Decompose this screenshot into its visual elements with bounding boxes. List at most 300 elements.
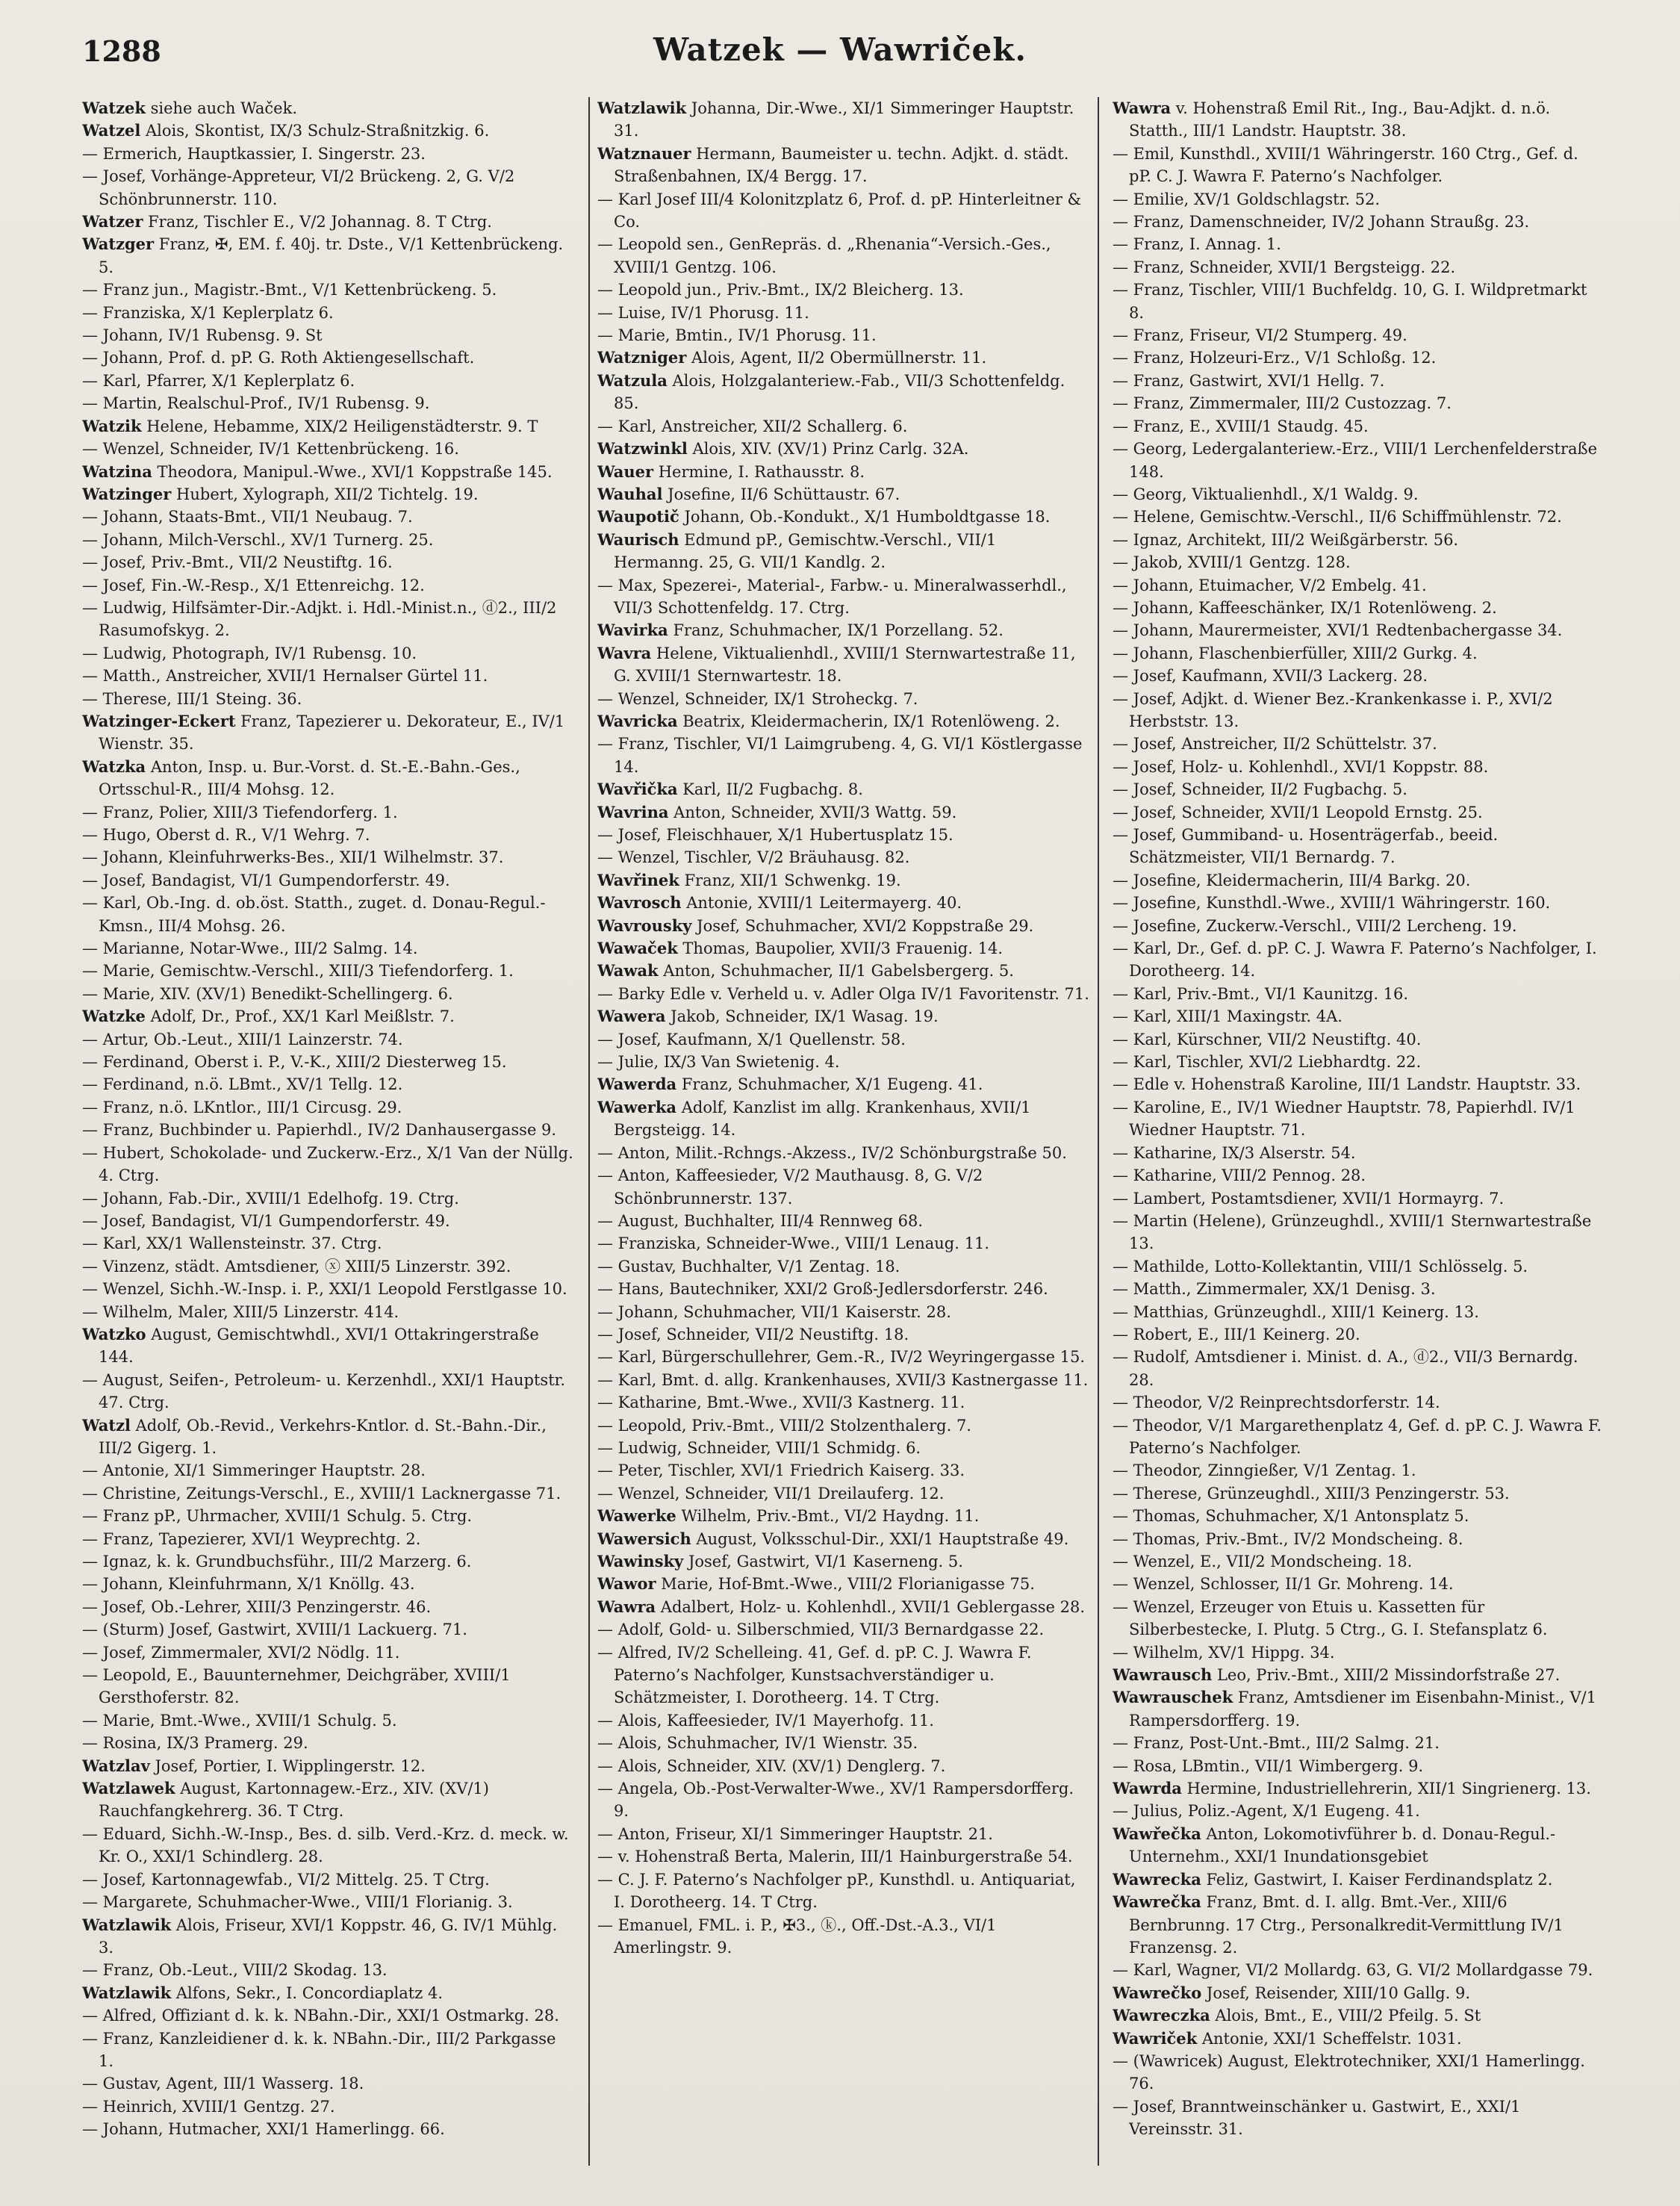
directory-entry <box>82 392 575 414</box>
entry-details: — Josef, Bandagist, VI/1 Gumpendorferstr. 49. <box>82 871 450 889</box>
entry-details: — Anton, Kaffeesieder, V/2 Mauthausg. 8, G. V/2 Schönbrunnerstr. 137. <box>597 1166 983 1208</box>
directory-entry <box>1113 619 1605 641</box>
entry-surname: Wawreczka <box>1113 2006 1210 2025</box>
directory-entry <box>597 1096 1090 1142</box>
entry-details: — Karl, XX/1 Wallensteinstr. 37. Ctrg. <box>82 1234 382 1253</box>
entry-surname: Wawor <box>597 1574 656 1594</box>
entry-details: — Thomas, Priv.-Bmt., IV/2 Mondscheing. 8. <box>1113 1529 1463 1548</box>
entry-details: — Marie, Bmtin., IV/1 Phorusg. 11. <box>597 326 877 345</box>
entry-details: — Gustav, Buchhalter, V/1 Zentag. 18. <box>597 1257 900 1276</box>
entry-details: — Marie, Bmt.-Wwe., XVIII/1 Schulg. 5. <box>82 1711 397 1730</box>
entry-surname: Wavřička <box>597 780 678 799</box>
entry-surname: Wavricka <box>597 711 678 730</box>
directory-entry <box>597 1301 1090 1323</box>
entry-details: — Wenzel, Tischler, V/2 Bräuhausg. 82. <box>597 848 910 867</box>
directory-entry <box>82 960 575 982</box>
directory-entry <box>597 915 1090 937</box>
entry-surname: Wawrda <box>1113 1779 1182 1798</box>
directory-entry <box>597 1323 1090 1346</box>
directory-entry <box>597 1618 1090 1641</box>
entry-details: Josef, Reisender, XIII/10 Gallg. 9. <box>1201 1983 1471 2002</box>
directory-entry <box>82 824 575 846</box>
directory-entry <box>82 597 575 642</box>
directory-entry <box>1113 1641 1605 1664</box>
column-1 <box>82 97 575 2166</box>
entry-details: — Josef, Priv.-Bmt., VII/2 Neustiftg. 16. <box>82 553 393 572</box>
entry-details: — Josef, Anstreicher, II/2 Schüttelstr. 37. <box>1113 735 1437 754</box>
directory-entry <box>82 1369 575 1414</box>
entry-details: — Franz, Tischler, VI/1 Laimgrubeng. 4, G. VI/1 Köstlergasse 14. <box>597 735 1083 776</box>
directory-entry <box>1113 188 1605 211</box>
entry-details: — Karl, Pfarrer, X/1 Keplerplatz 6. <box>82 371 355 390</box>
entry-details: — Julie, IX/3 Van Swietenig. 4. <box>597 1053 840 1072</box>
directory-columns <box>82 97 1605 2166</box>
directory-entry <box>597 1550 1090 1573</box>
column-3 <box>1113 97 1605 2166</box>
directory-entry <box>82 529 575 551</box>
entry-details: — Johann, Maurermeister, XVI/1 Redtenbachergasse 34. <box>1113 621 1563 640</box>
entry-details: — Ignaz, Architekt, III/2 Weißgärberstr. 56. <box>1113 530 1459 549</box>
entry-details: Jakob, Schneider, IX/1 Wasag. 19. <box>665 1007 939 1026</box>
directory-entry <box>1113 279 1605 324</box>
entry-surname: Watzlawik <box>597 99 687 117</box>
directory-entry <box>1113 892 1605 914</box>
directory-entry <box>82 1732 575 1754</box>
entry-details: — Johann, Kleinfuhrwerks-Bes., XII/1 Wilhelmstr. 37. <box>82 848 504 867</box>
entry-details: — Franz, Polier, XIII/3 Tiefendorferg. 1. <box>82 803 398 821</box>
directory-entry <box>1113 824 1605 869</box>
entry-surname: Watzlawik <box>82 1983 172 2002</box>
entry-surname: Wawerda <box>597 1075 677 1094</box>
entry-details: Leo, Priv.-Bmt., XIII/2 Missindorfstraße 27. <box>1212 1666 1561 1685</box>
entry-details: — Ferdinand, n.ö. LBmt., XV/1 Tellg. 12. <box>82 1075 403 1094</box>
directory-entry <box>82 461 575 483</box>
entry-details: Hermann, Baumeister u. techn. Adjkt. d. städt. Straßenbahnen, IX/4 Bergg. 17. <box>614 144 1069 186</box>
entry-details: — Martin, Realschul-Prof., IV/1 Rubensg. 9. <box>82 394 430 413</box>
directory-entry <box>1113 1823 1605 1868</box>
entry-surname: Wawak <box>597 961 659 981</box>
directory-entry <box>82 1664 575 1709</box>
entry-details: Alois, Holzgalanteriew.-Fab., VII/3 Schottenfeldg. 85. <box>614 371 1065 413</box>
entry-details: — Johann, Hutmacher, XXI/1 Hamerlingg. 66. <box>82 2120 445 2139</box>
directory-entry <box>1113 1482 1605 1505</box>
entry-details: — Theodor, V/2 Reinprechtsdorferstr. 14. <box>1113 1393 1440 1412</box>
directory-entry <box>82 483 575 506</box>
entry-details: — Josef, Vorhänge-Appreteur, VI/2 Brückeng. 2, G. V/2 Schönbrunnerstr. 110. <box>82 167 515 208</box>
entry-details: — August, Buchhalter, III/4 Rennweg 68. <box>597 1211 924 1230</box>
entry-details: — Franz, Damenschneider, IV/2 Johann Straußg. 23. <box>1113 213 1530 232</box>
directory-entry <box>82 1051 575 1073</box>
entry-details: — Matthias, Grünzeughdl., XIII/1 Keinerg. 13. <box>1113 1302 1479 1321</box>
entry-surname: Wawrausch <box>1113 1665 1213 1685</box>
entry-details: — Karl Josef III/4 Kolonitzplatz 6, Prof. d. pP. Hinterleitner & Co. <box>597 190 1082 232</box>
entry-surname: Wavrosch <box>597 893 682 913</box>
directory-entry <box>82 1777 575 1823</box>
entry-details: Franz, Amtsdiener im Eisenbahn-Minist., V/1 Rampersdorfferg. 19. <box>1129 1688 1596 1730</box>
directory-entry <box>1113 1210 1605 1255</box>
entry-details: — Marie, Gemischtw.-Verschl., XIII/3 Tiefendorferg. 1. <box>82 962 514 981</box>
entry-details: — Franziska, Schneider-Wwe., VIII/1 Lenaug. 11. <box>597 1234 989 1253</box>
entry-details: Johanna, Dir.-Wwe., XI/1 Simmeringer Hauptstr. 31. <box>614 99 1074 140</box>
entry-details: — Franz, n.ö. LKntlor., III/1 Circusg. 29. <box>82 1098 402 1116</box>
entry-details: — Ludwig, Photograph, IV/1 Rubensg. 10. <box>82 644 417 662</box>
entry-surname: Watznauer <box>597 143 691 163</box>
entry-surname: Watzik <box>82 416 142 435</box>
directory-entry <box>1113 1755 1605 1777</box>
entry-details: — Wenzel, E., VII/2 Mondscheing. 18. <box>1113 1553 1413 1570</box>
entry-surname: Wawra <box>1113 99 1172 117</box>
entry-surname: Watzula <box>597 370 668 390</box>
directory-entry <box>82 1959 575 1981</box>
entry-details: — Alfred, IV/2 Schelleing. 41, Gef. d. pP. C. J. Wawra F. Paterno’s Nachfolger, Kunstsachverständiger u. Schätzmeister, I. Dorotheerg. 14. T Ctrg. <box>597 1643 1032 1707</box>
entry-surname: Wawrečka <box>1113 1892 1201 1912</box>
entry-details: Josef, Portier, I. Wipplingerstr. 12. <box>149 1756 426 1775</box>
entry-details: Alois, Skontist, IX/3 Schulz-Straßnitzkig. 6. <box>140 122 490 140</box>
entry-details: Hermine, I. Rathausstr. 8. <box>653 462 865 481</box>
directory-entry <box>82 143 575 165</box>
entry-details: — Antonie, XI/1 Simmeringer Hauptstr. 28. <box>82 1461 426 1480</box>
entry-surname: Watzel <box>82 121 141 140</box>
entry-details: — Johann, Kleinfuhrmann, X/1 Knöllg. 43. <box>82 1575 415 1594</box>
entry-surname: Wawersich <box>597 1529 691 1548</box>
entry-details: — Katharine, Bmt.-Wwe., XVII/3 Kastnerg. 11. <box>597 1393 965 1412</box>
entry-details: — Franz, Buchbinder u. Papierhdl., IV/2 Danhausergasse 9. <box>82 1121 557 1140</box>
entry-details: — Johann, Milch-Verschl., XV/1 Turnerg. 25. <box>82 530 434 549</box>
entry-details: — Marie, XIV. (XV/1) Benedikt-Schellingerg. 6. <box>82 984 453 1003</box>
entry-surname: Wawrauschek <box>1113 1688 1233 1707</box>
directory-entry <box>1113 1187 1605 1210</box>
directory-entry <box>82 97 575 119</box>
entry-details: — Johann, Kaffeeschänker, IX/1 Rotenlöweng. 2. <box>1113 598 1497 617</box>
entry-details: — Emilie, XV/1 Goldschlagstr. 52. <box>1113 190 1381 208</box>
entry-details: — Anton, Friseur, XI/1 Simmeringer Hauptstr. 21. <box>597 1824 993 1843</box>
directory-entry <box>1113 1959 1605 1981</box>
directory-entry <box>597 1142 1090 1164</box>
entry-details: — Josefine, Kleidermacherin, III/4 Barkg. 20. <box>1113 871 1471 889</box>
directory-entry <box>1113 1005 1605 1028</box>
entry-details: — Karl, XIII/1 Maxingstr. 4A. <box>1113 1007 1343 1026</box>
directory-entry <box>1113 506 1605 528</box>
entry-details: — Wenzel, Erzeuger von Etuis u. Kassetten für Silberbestecke, I. Plutg. 5 Ctrg., G. I. Stefansplatz 6. <box>1113 1597 1548 1639</box>
entry-details: — Alois, Schneider, XIV. (XV/1) Denglerg. 7. <box>597 1756 946 1775</box>
directory-entry <box>1113 392 1605 414</box>
entry-surname: Wavrina <box>597 802 669 821</box>
entry-details: — Angela, Ob.-Post-Verwalter-Wwe., XV/1 Rampersdorfferg. 9. <box>597 1780 1074 1821</box>
entry-details: Feliz, Gastwirt, I. Kaiser Ferdinandsplatz 2. <box>1201 1870 1553 1889</box>
entry-details: — Franz, Schneider, XVII/1 Bergsteigg. 22. <box>1113 258 1456 276</box>
entry-details: — Josef, Kaufmann, X/1 Quellenstr. 58. <box>597 1030 906 1048</box>
entry-details: — Josef, Holz- u. Kohlenhdl., XVI/1 Koppstr. 88. <box>1113 757 1489 776</box>
directory-entry <box>82 1187 575 1210</box>
entry-details: — Martin (Helene), Grünzeughdl., XVIII/1 Sternwartestraße 13. <box>1113 1211 1592 1253</box>
directory-entry <box>1113 1164 1605 1187</box>
directory-entry <box>1113 983 1605 1005</box>
entry-surname: Wawriček <box>1113 2028 1198 2048</box>
running-head: Watzek — Wawriček. <box>653 31 1027 68</box>
directory-entry <box>1113 915 1605 937</box>
directory-entry <box>82 165 575 211</box>
entry-details: — Emil, Kunsthdl., XVIII/1 Währingerstr. 160 Ctrg., Gef. d. pP. C. J. Wawra F. Paterno’s Nachfolger. <box>1113 144 1578 186</box>
entry-details: — Karl, Kürschner, VII/2 Neustiftg. 40. <box>1113 1030 1422 1048</box>
entry-details: — August, Seifen-, Petroleum- u. Kerzenhdl., XXI/1 Hauptstr. 47. Ctrg. <box>82 1370 566 1412</box>
directory-entry <box>82 1301 575 1323</box>
directory-entry <box>597 1369 1090 1391</box>
directory-entry <box>82 665 575 687</box>
entry-details: — Gustav, Agent, III/1 Wasserg. 18. <box>82 2075 364 2093</box>
entry-details: — Hans, Bautechniker, XXI/2 Groß-Jedlersdorferstr. 246. <box>597 1280 1048 1299</box>
directory-entry <box>597 1709 1090 1732</box>
directory-entry <box>597 506 1090 528</box>
directory-entry <box>597 1482 1090 1505</box>
entry-details: — Franz jun., Magistr.-Bmt., V/1 Kettenbrückeng. 5. <box>82 281 497 299</box>
directory-entry <box>1113 688 1605 733</box>
entry-details: — Karl, Dr., Gef. d. pP. C. J. Wawra F. Paterno’s Nachfolger, I. Dorotheerg. 14. <box>1113 939 1597 981</box>
entry-details: — Franz, Friseur, VI/2 Stumperg. 49. <box>1113 326 1407 345</box>
entry-details: Hubert, Xylograph, XII/2 Tichtelg. 19. <box>171 485 479 503</box>
entry-details: — Johann, Fab.-Dir., XVIII/1 Edelhofg. 19. Ctrg. <box>82 1189 459 1208</box>
directory-entry <box>1113 529 1605 551</box>
directory-entry <box>597 1845 1090 1868</box>
entry-details: August, Gemischtwhdl., XVI/1 Ottakringerstraße 144. <box>99 1325 539 1367</box>
entry-details: Anton, Schuhmacher, II/1 Gabelsbergerg. 5. <box>658 962 1014 981</box>
directory-entry <box>1113 1028 1605 1051</box>
directory-entry <box>597 1051 1090 1073</box>
entry-details: — Rudolf, Amtsdiener i. Minist. d. A., ⓓ2., VII/3 Bernardg. 28. <box>1113 1348 1578 1389</box>
directory-entry <box>597 1868 1090 1914</box>
directory-entry <box>597 801 1090 824</box>
directory-entry <box>597 347 1090 369</box>
entry-details: Josef, Gastwirt, VI/1 Kaserneng. 5. <box>683 1553 963 1570</box>
directory-entry <box>82 1005 575 1028</box>
directory-entry <box>82 1210 575 1232</box>
entry-details: — Matth., Zimmermaler, XX/1 Denisg. 3. <box>1113 1280 1436 1299</box>
directory-entry <box>1113 347 1605 369</box>
directory-entry <box>82 642 575 665</box>
entry-surname: Wavrousky <box>597 916 692 935</box>
entry-details: — Georg, Ledergalanteriew.-Erz., VIII/1 Lerchenfelderstraße 148. <box>1113 440 1597 481</box>
entry-details: — Josef, Schneider, XVII/1 Leopold Ernstg. 25. <box>1113 803 1483 821</box>
directory-entry <box>82 2118 575 2140</box>
entry-surname: Watzek <box>82 99 146 117</box>
entry-details: Antonie, XXI/1 Scheffelstr. 1031. <box>1197 2029 1462 2048</box>
directory-entry <box>82 892 575 937</box>
directory-entry <box>82 1868 575 1891</box>
directory-entry <box>597 733 1090 778</box>
directory-entry <box>597 642 1090 688</box>
entry-details: — Alfred, Offiziant d. k. k. NBahn.-Dir., XXI/1 Ostmarkg. 28. <box>82 2007 559 2025</box>
directory-entry <box>597 1210 1090 1232</box>
directory-entry <box>82 1505 575 1527</box>
directory-entry <box>597 143 1090 188</box>
directory-entry <box>1113 551 1605 574</box>
directory-entry <box>1113 1596 1605 1641</box>
entry-surname: Wawra <box>597 1597 656 1616</box>
directory-entry <box>597 97 1090 143</box>
entry-details: Franz, ✠, EM. f. 40j. tr. Dste., V/1 Kettenbrückeng. 5. <box>99 235 564 276</box>
directory-entry <box>1113 1391 1605 1414</box>
entry-details: Alois, Friseur, XVI/1 Koppstr. 46, G. IV/1 Mühlg. 3. <box>99 1916 558 1957</box>
entry-details: Alois, Bmt., E., VIII/2 Pfeilg. 5. St <box>1210 2007 1481 2025</box>
directory-entry <box>82 574 575 597</box>
directory-entry <box>1113 778 1605 801</box>
directory-entry <box>597 1459 1090 1482</box>
directory-entry <box>1113 869 1605 892</box>
entry-details: — Josef, Bandagist, VI/1 Gumpendorferstr. 49. <box>82 1211 450 1230</box>
column-2 <box>588 97 1099 2166</box>
directory-entry <box>597 483 1090 506</box>
directory-entry <box>1113 1414 1605 1460</box>
entry-details: Helene, Hebamme, XIX/2 Heiligenstädterstr. 9. T <box>141 417 538 435</box>
entry-details: — (Wawricek) August, Elektrotechniker, XXI/1 Hamerlingg. 76. <box>1113 2051 1585 2093</box>
entry-details: — Karl, Wagner, VI/2 Mollardg. 63, G. VI/2 Mollardgasse 79. <box>1113 1961 1593 1980</box>
entry-details: August, Kartonnagew.-Erz., XIV. (XV/1) Rauchfangkehrerg. 36. T Ctrg. <box>99 1780 489 1821</box>
entry-details: — Katharine, IX/3 Alserstr. 54. <box>1113 1143 1356 1162</box>
directory-entry <box>82 1914 575 1960</box>
entry-details: Alois, XIV. (XV/1) Prinz Carlg. 32A. <box>687 440 969 459</box>
directory-entry <box>597 415 1090 438</box>
directory-entry <box>82 1096 575 1119</box>
entry-details: — Ermerich, Hauptkassier, I. Singerstr. 23. <box>82 144 426 163</box>
entry-surname: Wawrečko <box>1113 1983 1202 2002</box>
directory-entry <box>597 1232 1090 1255</box>
entry-details: — Matth., Anstreicher, XVII/1 Hernalser Gürtel 11. <box>82 667 488 686</box>
entry-details: Theodora, Manipul.-Wwe., XVI/1 Koppstraße 145. <box>152 462 553 481</box>
entry-details: — Jakob, XVIII/1 Gentzg. 128. <box>1113 553 1351 572</box>
entry-surname: Waurisch <box>597 529 679 549</box>
directory-entry <box>1113 1278 1605 1300</box>
directory-entry <box>1113 1323 1605 1346</box>
directory-entry <box>1113 1301 1605 1323</box>
page-number: 1288 <box>82 34 161 68</box>
directory-entry <box>597 619 1090 641</box>
entry-details: — Karl, Bürgerschullehrer, Gem.-R., IV/2 Weyringergasse 15. <box>597 1348 1086 1367</box>
entry-details: Marie, Hof-Bmt.-Wwe., VIII/2 Florianigasse 75. <box>656 1575 1035 1594</box>
directory-entry <box>1113 415 1605 438</box>
entry-details: — Josef, Fin.-W.-Resp., X/1 Ettenreichg. 12. <box>82 576 425 594</box>
directory-entry <box>1113 1664 1605 1686</box>
entry-details: — Josefine, Kunsthdl.-Wwe., XVIII/1 Währingerstr. 160. <box>1113 894 1551 913</box>
entry-details: — Wilhelm, XV/1 Hippg. 34. <box>1113 1643 1335 1662</box>
directory-entry <box>597 1732 1090 1754</box>
entry-details: — Wenzel, Schneider, VII/1 Dreilauferg. 12. <box>597 1484 945 1503</box>
entry-details: Franz, Schuhmacher, X/1 Eugeng. 41. <box>676 1075 983 1094</box>
directory-entry <box>597 1777 1090 1823</box>
directory-entry <box>82 324 575 347</box>
entry-surname: Waupotič <box>597 507 679 526</box>
entry-details: Johann, Ob.-Kondukt., X/1 Humboldtgasse 18. <box>679 508 1051 526</box>
entry-surname: Watzlawik <box>82 1915 172 1934</box>
entry-details: — Hubert, Schokolade- und Zuckerw.-Erz., X/1 Van der Nüllg. 4. Ctrg. <box>82 1143 573 1185</box>
entry-details: Thomas, Baupolier, XVII/3 Frauenig. 14. <box>677 939 1003 958</box>
directory-entry <box>597 824 1090 846</box>
entry-details: Franz, XII/1 Schwenkg. 19. <box>679 871 901 889</box>
directory-entry <box>597 370 1090 415</box>
entry-details: — Ludwig, Hilfsämter-Dir.-Adjkt. i. Hdl.-Minist.n., ⓓ2., III/2 Rasumofskyg. 2. <box>82 598 557 640</box>
directory-entry <box>597 983 1090 1005</box>
directory-entry <box>1113 1868 1605 1891</box>
entry-details: — Franz, Tischler, VIII/1 Buchfeldg. 10, G. I. Wildpretmarkt 8. <box>1113 281 1587 322</box>
directory-entry <box>1113 1573 1605 1595</box>
directory-entry <box>597 324 1090 347</box>
entry-details: Adalbert, Holz- u. Kohlenhdl., XVII/1 Geblergasse 28. <box>656 1597 1086 1616</box>
directory-entry <box>597 188 1090 234</box>
entry-details: — Franz, Gastwirt, XVI/1 Hellg. 7. <box>1113 371 1385 390</box>
entry-details: — Franziska, X/1 Keplerplatz 6. <box>82 303 334 322</box>
entry-details: — Georg, Viktualienhdl., X/1 Waldg. 9. <box>1113 485 1419 503</box>
entry-surname: Wavřinek <box>597 870 679 889</box>
directory-entry <box>82 279 575 301</box>
entry-surname: Wavirka <box>597 621 668 640</box>
entry-details: — Eduard, Sichh.-W.-Insp., Bes. d. silb. Verd.-Krz. d. meck. w. Kr. O., XXI/1 Schindlerg. 28. <box>82 1824 569 1866</box>
directory-entry <box>597 846 1090 869</box>
directory-entry <box>82 1142 575 1187</box>
entry-details: siehe auch Waček. <box>145 99 298 117</box>
directory-entry <box>82 1573 575 1595</box>
directory-entry <box>82 370 575 392</box>
directory-entry <box>1113 438 1605 483</box>
entry-details: — Wenzel, Schlosser, II/1 Gr. Mohreng. 14. <box>1113 1575 1454 1594</box>
entry-details: — Helene, Gemischtw.-Verschl., II/6 Schiffmühlenstr. 72. <box>1113 508 1562 526</box>
directory-entry <box>1113 1891 1605 1959</box>
entry-details: — Karl, Ob.-Ing. d. ob.öst. Statth., zuget. d. Donau-Regul.-Kmsn., III/4 Mohsg. 26. <box>82 894 546 935</box>
entry-details: — Leopold, E., Bauunternehmer, Deichgräber, XVIII/1 Gersthoferstr. 82. <box>82 1666 511 1707</box>
entry-details: — Rosina, IX/3 Pramerg. 29. <box>82 1734 308 1753</box>
entry-details: — Josef, Branntweinschänker u. Gastwirt, E., XXI/1 Vereinsstr. 31. <box>1113 2097 1521 2139</box>
directory-entry <box>597 1641 1090 1709</box>
entry-details: — Franz, Kanzleidiener d. k. k. NBahn.-Dir., III/2 Parkgasse 1. <box>82 2029 556 2070</box>
directory-entry <box>597 461 1090 483</box>
entry-details: Antonie, XVIII/1 Leitermayerg. 40. <box>681 894 962 913</box>
entry-details: — Franz, I. Annag. 1. <box>1113 235 1281 254</box>
directory-entry <box>1113 937 1605 983</box>
entry-surname: Wawaček <box>597 939 678 958</box>
page-header <box>82 30 1598 82</box>
directory-entry <box>82 1550 575 1573</box>
directory-entry <box>1113 597 1605 619</box>
directory-entry <box>82 551 575 574</box>
entry-details: — Josef, Schneider, II/2 Fugbachg. 5. <box>1113 780 1407 799</box>
entry-details: Alois, Agent, II/2 Obermüllnerstr. 11. <box>686 349 987 367</box>
entry-details: Wilhelm, Priv.-Bmt., VI/2 Haydng. 11. <box>676 1507 980 1526</box>
directory-entry <box>1113 1800 1605 1822</box>
entry-details: — Edle v. Hohenstraß Karoline, III/1 Landstr. Hauptstr. 33. <box>1113 1075 1581 1094</box>
entry-surname: Watzko <box>82 1324 146 1343</box>
entry-details: — Karl, Tischler, XVI/2 Liebhardtg. 22. <box>1113 1053 1422 1072</box>
directory-entry <box>82 233 575 279</box>
entry-details: — Franz pP., Uhrmacher, XVIII/1 Schulg. 5. Ctrg. <box>82 1507 473 1526</box>
directory-entry <box>1113 1686 1605 1732</box>
directory-entry <box>82 1278 575 1300</box>
entry-details: — Franz, Post-Unt.-Bmt., III/2 Salmg. 21. <box>1113 1734 1440 1753</box>
directory-entry <box>82 1709 575 1732</box>
directory-entry <box>597 1278 1090 1300</box>
entry-details: — Franz, Tapezierer, XVI/1 Weyprechtg. 2. <box>82 1529 421 1548</box>
entry-surname: Watzl <box>82 1415 131 1435</box>
entry-details: — Alois, Kaffeesieder, IV/1 Mayerhofg. 11. <box>597 1711 934 1730</box>
entry-details: — Karl, Anstreicher, XII/2 Schallerg. 6. <box>597 417 908 435</box>
entry-details: — Josef, Gummiband- u. Hosenträgerfab., beeid. Schätzmeister, VII/1 Bernardg. 7. <box>1113 826 1499 867</box>
directory-entry <box>82 1618 575 1641</box>
directory-entry <box>597 438 1090 460</box>
directory-entry <box>82 1891 575 1913</box>
entry-details: — Josef, Adjkt. d. Wiener Bez.-Krankenkasse i. P., XVI/2 Herbststr. 13. <box>1113 689 1553 730</box>
directory-entry <box>1113 1051 1605 1073</box>
entry-surname: Watzlav <box>82 1756 150 1775</box>
entry-surname: Wauer <box>597 462 654 481</box>
directory-entry <box>597 1164 1090 1210</box>
entry-surname: Watzger <box>82 234 155 254</box>
entry-surname: Wawrecka <box>1113 1869 1201 1889</box>
